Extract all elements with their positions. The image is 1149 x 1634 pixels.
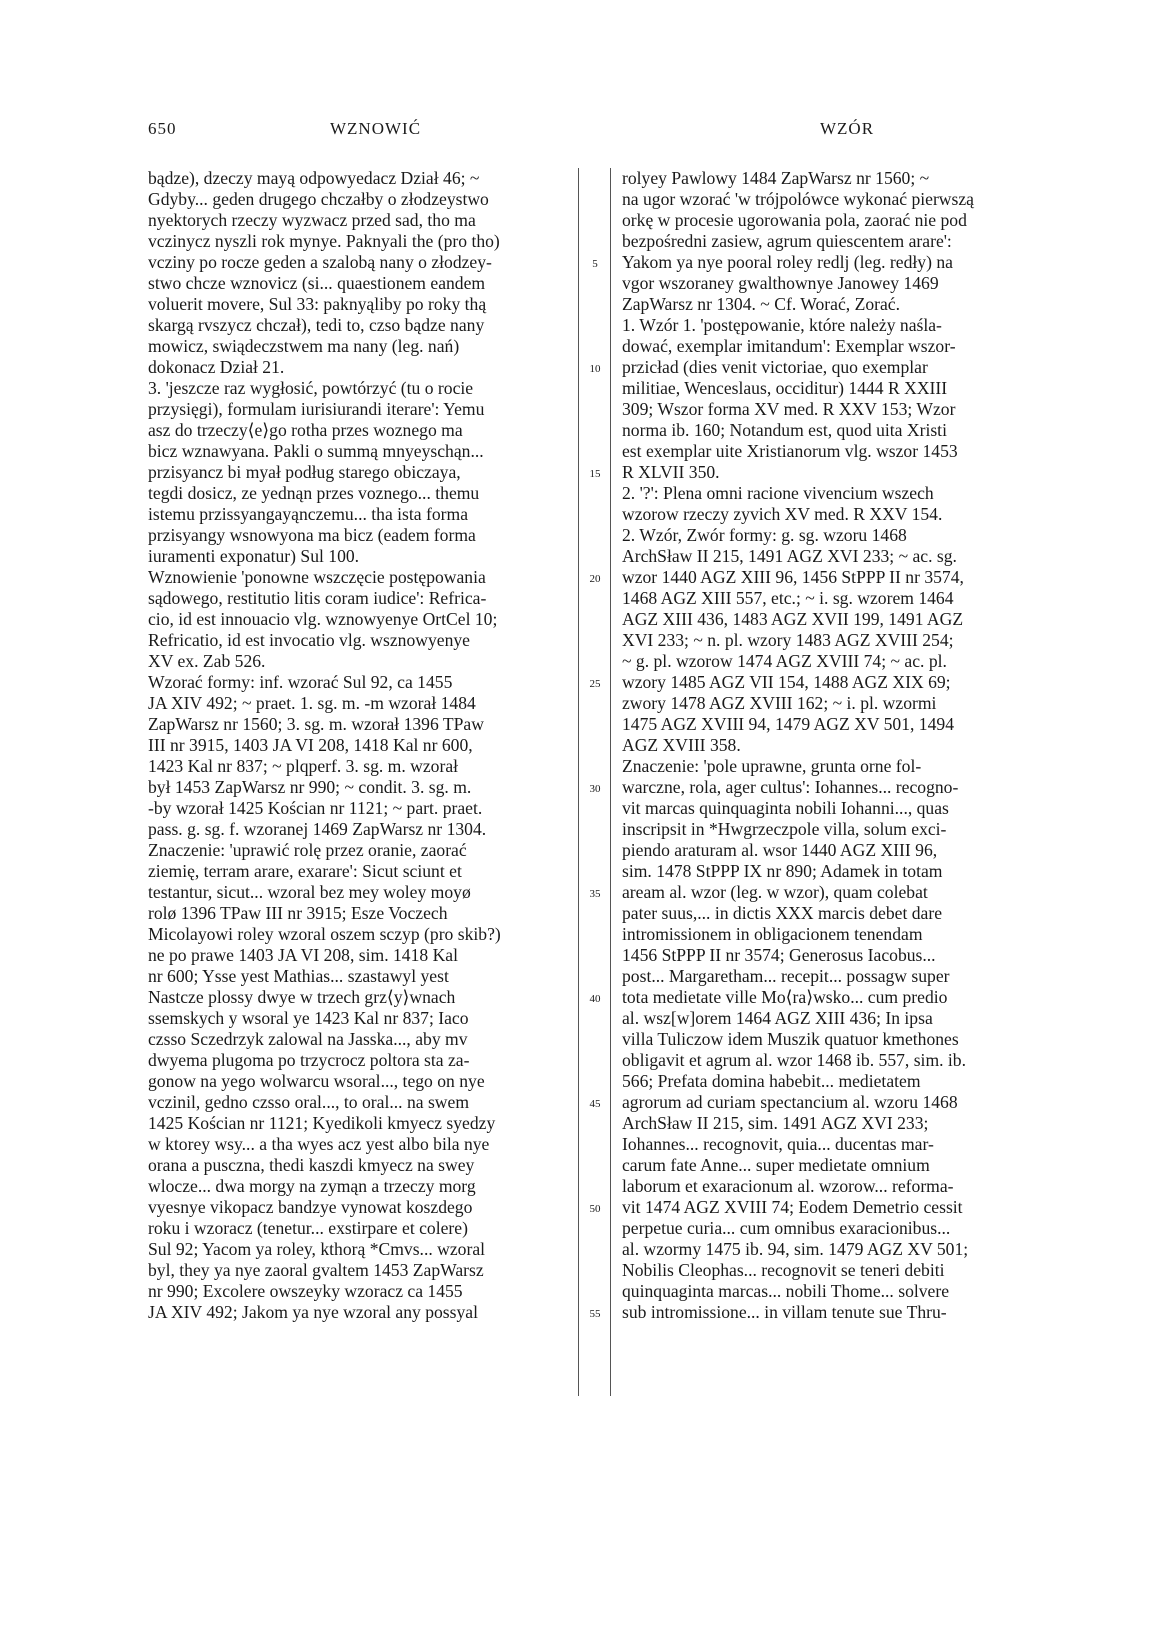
line-number: 50 <box>589 1203 601 1215</box>
text-line: ~ g. pl. wzorow 1474 AGZ XVIII 74; ~ ac. pl. <box>622 651 947 671</box>
text-line: dokonacz Dział 21. <box>148 357 285 377</box>
text-line: 2. Wzór, Zwór formy: g. sg. wzoru 1468 <box>622 525 907 545</box>
text-line: JA XIV 492; Jakom ya nye wzoral any possyal <box>148 1302 478 1322</box>
text-line: JA XIV 492; ~ praet. 1. sg. m. -m wzorał 1484 <box>148 693 476 713</box>
text-line: aream al. wzor (leg. w wzor), quam colebat <box>622 882 928 902</box>
text-line: agrorum ad curiam spectancium al. wzoru 1468 <box>622 1092 958 1112</box>
text-line: cio, id est innouacio vlg. wznowyenye OrtCel 10; <box>148 609 498 629</box>
text-line: militiae, Wenceslaus, occiditur) 1444 R XXIII <box>622 378 948 398</box>
text-line: voluerit movere, Sul 33: paknyąliby po roky thą <box>148 294 487 314</box>
text-line: vcziny po rocze geden a szalobą nany o złodzey- <box>148 252 492 272</box>
text-line: vit 1474 AGZ XVIII 74; Eodem Demetrio cessit <box>622 1197 963 1217</box>
text-line: quinquaginta marcas... nobili Thome... solvere <box>622 1281 950 1301</box>
text-line: dwyema plugoma po trzycrocz poltora sta za- <box>148 1050 470 1070</box>
text-line: perpetue curia... cum omnibus exaracionibus... <box>622 1218 951 1238</box>
text-line: wzor 1440 AGZ XIII 96, 1456 StPPP II nr 3574, <box>622 567 964 587</box>
text-line: ziemię, terram arare, exarare': Sicut sciunt et <box>148 861 462 881</box>
text-line: Znaczenie: 'pole uprawne, grunta orne fol- <box>622 756 922 776</box>
text-line: testantur, sicut... wzoral bez mey woley moyø <box>148 882 471 902</box>
text-line: est exemplar uite Xristianorum vlg. wszor 1453 <box>622 441 958 461</box>
text-line: 309; Wszor forma XV med. R XXV 153; Wzor <box>622 399 956 419</box>
text-line: 1. Wzór 1. 'postępowanie, które należy naśla- <box>622 315 942 335</box>
line-number: 15 <box>589 468 601 480</box>
text-line: iuramenti exponatur) Sul 100. <box>148 546 360 566</box>
text-line: Refricatio, id est invocatio vlg. wsznowyenye <box>148 630 470 650</box>
text-line: Wzorać formy: inf. wzorać Sul 92, ca 1455 <box>148 672 453 692</box>
text-line: dować, exemplar imitandum': Exemplar wszor- <box>622 336 956 356</box>
text-line: sub intromissione... in villam tenute sue Thru- <box>622 1302 947 1322</box>
text-line: vczinil, gedno czsso oral..., to oral... na swem <box>148 1092 470 1112</box>
line-number: 20 <box>589 573 601 585</box>
text-line: Yakom ya nye pooral roley redlj (leg. redły) na <box>622 252 953 272</box>
text-line: III nr 3915, 1403 JA VI 208, 1418 Kal nr 600, <box>148 735 473 755</box>
text-line: przisyangy wsnowyona ma bicz (eadem forma <box>148 525 476 545</box>
text-line: Nastcze plossy dwye w trzech grz⟨y⟩wnach <box>148 987 456 1007</box>
text-line: bądze), dzeczy mayą odpowyedacz Dział 46; ~ <box>148 168 480 188</box>
text-line: laborum et exaracionum al. wzorow... reforma- <box>622 1176 954 1196</box>
text-line: zwory 1478 AGZ XVIII 162; ~ i. pl. wzormi <box>622 693 937 713</box>
text-line: 3. 'jeszcze raz wygłosić, powtórzyć (tu o rocie <box>148 378 474 398</box>
text-line: czsso Sczedrzyk zalowal na Jasska..., aby mv <box>148 1029 468 1049</box>
text-line: obligavit et agrum al. wzor 1468 ib. 557, sim. ib. <box>622 1050 967 1070</box>
text-line: 1468 AGZ XIII 557, etc.; ~ i. sg. wzorem 1464 <box>622 588 954 608</box>
text-line: bicz wznawyana. Pakli o summą mnyeyschąn... <box>148 441 484 461</box>
text-line: mowicz, swiądeczstwem ma nany (leg. nań) <box>148 336 460 356</box>
text-line: roku i wzoracz (tenetur... exstirpare et colere) <box>148 1218 468 1238</box>
right-headword: WZÓR <box>820 119 875 138</box>
text-line: nyektorych rzeczy wyzwacz przed sad, tho ma <box>148 210 476 230</box>
text-line: 1456 StPPP II nr 3574; Generosus Iacobus... <box>622 945 936 965</box>
text-line: villa Tuliczow idem Muszik quatuor kmethones <box>622 1029 959 1049</box>
text-line: vczinycz nyszli rok mynye. Paknyali the (pro tho) <box>148 231 500 251</box>
text-line: wzory 1485 AGZ VII 154, 1488 AGZ XIX 69; <box>622 672 951 692</box>
text-line: wlocze... dwa morgy na zymąn a trzeczy morg <box>148 1176 476 1196</box>
text-line: piendo araturam al. wsor 1440 AGZ XIII 96, <box>622 840 938 860</box>
text-line: byl, they ya nye zaoral gvaltem 1453 ZapWarsz <box>148 1260 484 1280</box>
text-line: ne po prawe 1403 JA VI 208, sim. 1418 Kal <box>148 945 458 965</box>
text-line: Gdyby... geden drugego chczałby o złodzeystwo <box>148 189 489 209</box>
left-column <box>148 168 566 1323</box>
text-line: sądowego, restitutio litis coram iudice': Refrica- <box>148 588 487 608</box>
text-line: al. wzormy 1475 ib. 94, sim. 1479 AGZ XV 501; <box>622 1239 969 1259</box>
line-number: 45 <box>589 1098 601 1110</box>
text-line: był 1453 ZapWarsz nr 990; ~ condit. 3. sg. m. <box>148 777 472 797</box>
text-line: al. wsz[w]orem 1464 AGZ XIII 436; In ipsa <box>622 1008 933 1028</box>
text-line: nr 600; Ysse yest Mathias... szastawyl yest <box>148 966 449 986</box>
text-line: Micolayowi roley wzoral oszem sczyp (pro skib?) <box>148 924 501 944</box>
text-line: Znaczenie: 'uprawić rolę przez oranie, zaorać <box>148 840 467 860</box>
text-line: skargą rvszycz chczał), tedi to, czso bądze nany <box>148 315 485 335</box>
text-line: istemu przissyangayąnczemu... tha ista forma <box>148 504 469 524</box>
text-line: pater suus,... in dictis XXX marcis debet dare <box>622 903 943 923</box>
line-number: 10 <box>589 363 601 375</box>
text-line: Iohannes... recognovit, quia... ducentas mar- <box>622 1134 934 1154</box>
line-number: 5 <box>592 258 598 270</box>
text-line: bezpośredni zasiew, agrum quiescentem arare': <box>622 231 952 251</box>
left-headword: WZNOWIĆ <box>330 119 422 138</box>
line-number: 35 <box>589 888 601 900</box>
text-line: pass. g. sg. f. wzoranej 1469 ZapWarsz nr 1304. <box>148 819 487 839</box>
text-line: asz do trzeczy⟨e⟩go rotha przes woznego ma <box>148 420 463 440</box>
text-line: 566; Prefata domina habebit... medietatem <box>622 1071 921 1091</box>
column-divider <box>610 168 611 1396</box>
text-line: nr 990; Excolere owszeyky wzoracz ca 1455 <box>148 1281 463 1301</box>
text-line: rolø 1396 TPaw III nr 3915; Esze Voczech <box>148 903 448 923</box>
text-line: ArchSław II 215, 1491 AGZ XVI 233; ~ ac. sg. <box>622 546 957 566</box>
text-line: XVI 233; ~ n. pl. wzory 1483 AGZ XVIII 254; <box>622 630 954 650</box>
text-line: sim. 1478 StPPP IX nr 890; Adamek in totam <box>622 861 943 881</box>
text-line: AGZ XVIII 358. <box>622 735 741 755</box>
text-line: vgor wszoraney gwalthownye Janowey 1469 <box>622 273 939 293</box>
text-line: gonow na yego wolwarcu wsoral..., tego on nye <box>148 1071 485 1091</box>
line-number: 30 <box>589 783 601 795</box>
text-line: tegdi dosicz, ze yednąn przes voznego... themu <box>148 483 480 503</box>
text-line: orana a pusczna, thedi kaszdi kmyecz na swey <box>148 1155 475 1175</box>
text-line: ZapWarsz nr 1560; 3. sg. m. wzorał 1396 TPaw <box>148 714 484 734</box>
text-line: Nobilis Cleophas... recognovit se teneri debiti <box>622 1260 945 1280</box>
text-line: przicład (dies venit victoriae, quo exemplar <box>622 357 928 377</box>
text-line: Sul 92; Yacom ya roley, kthorą *Cmvs... wzoral <box>148 1239 486 1259</box>
text-line: intromissionem in obligacionem tenendam <box>622 924 923 944</box>
text-line: przisyancz bi myał podług starego obiczaya, <box>148 462 461 482</box>
page-number: 650 <box>148 119 177 138</box>
text-line: post... Margaretham... recepit... possagw super <box>622 966 950 986</box>
line-number: 55 <box>589 1308 601 1320</box>
text-line: carum fate Anne... super medietate omnium <box>622 1155 930 1175</box>
text-line: tota medietate ville Mo⟨ra⟩wsko... cum predio <box>622 987 948 1007</box>
text-line: ArchSław II 215, sim. 1491 AGZ XVI 233; <box>622 1113 929 1133</box>
text-line: R XLVII 350. <box>622 462 720 482</box>
text-line: norma ib. 160; Notandum est, quod uita Xristi <box>622 420 947 440</box>
text-line: Wznowienie 'ponowne wszczęcie postępowania <box>148 567 486 587</box>
running-header <box>0 119 1149 143</box>
text-line: na ugor wzorać 'w trójpolówce wykonać pierwszą <box>622 189 974 209</box>
text-line: AGZ XIII 436, 1483 AGZ XVII 199, 1491 AGZ <box>622 609 964 629</box>
text-line: w ktorey wsy... a tha wyes acz yest albo bila nye <box>148 1134 490 1154</box>
text-line: 1423 Kal nr 837; ~ plqperf. 3. sg. m. wzorał <box>148 756 459 776</box>
text-line: vit marcas quinquaginta nobili Iohanni..., quas <box>622 798 949 818</box>
text-line: stwo chcze wznovicz (si... quaestionem eandem <box>148 273 486 293</box>
text-line: wzorow rzeczy zyvich XV med. R XXV 154. <box>622 504 943 524</box>
line-number: 25 <box>589 678 601 690</box>
text-line: XV ex. Zab 526. <box>148 651 266 671</box>
column-divider <box>578 168 579 1396</box>
text-line: 1425 Kościan nr 1121; Kyedikoli kmyecz syedzy <box>148 1113 496 1133</box>
text-line: ZapWarsz nr 1304. ~ Cf. Worać, Zorać. <box>622 294 900 314</box>
right-column <box>622 168 1056 1323</box>
text-line: 2. '?': Plena omni racione vivencium wszech <box>622 483 934 503</box>
text-line: warczne, rola, ager cultus': Iohannes... recogno- <box>622 777 959 797</box>
text-line: vyesnye vikopacz bandzye vynowat koszdego <box>148 1197 473 1217</box>
text-line: rolyey Pawlowy 1484 ZapWarsz nr 1560; ~ <box>622 168 930 188</box>
text-line: -by wzorał 1425 Kościan nr 1121; ~ part. praet. <box>148 798 483 818</box>
text-line: przysięgi), formulam iurisiurandi iterare': Yemu <box>148 399 485 419</box>
text-line: 1475 AGZ XVIII 94, 1479 AGZ XV 501, 1494 <box>622 714 954 734</box>
line-number: 40 <box>589 993 601 1005</box>
text-line: ssemskych y wsoral ye 1423 Kal nr 837; Iaco <box>148 1008 469 1028</box>
text-line: orkę w procesie ugorowania pola, zaorać nie pod <box>622 210 967 230</box>
text-line: inscripsit in *Hwgrzeczpole villa, solum exci- <box>622 819 947 839</box>
